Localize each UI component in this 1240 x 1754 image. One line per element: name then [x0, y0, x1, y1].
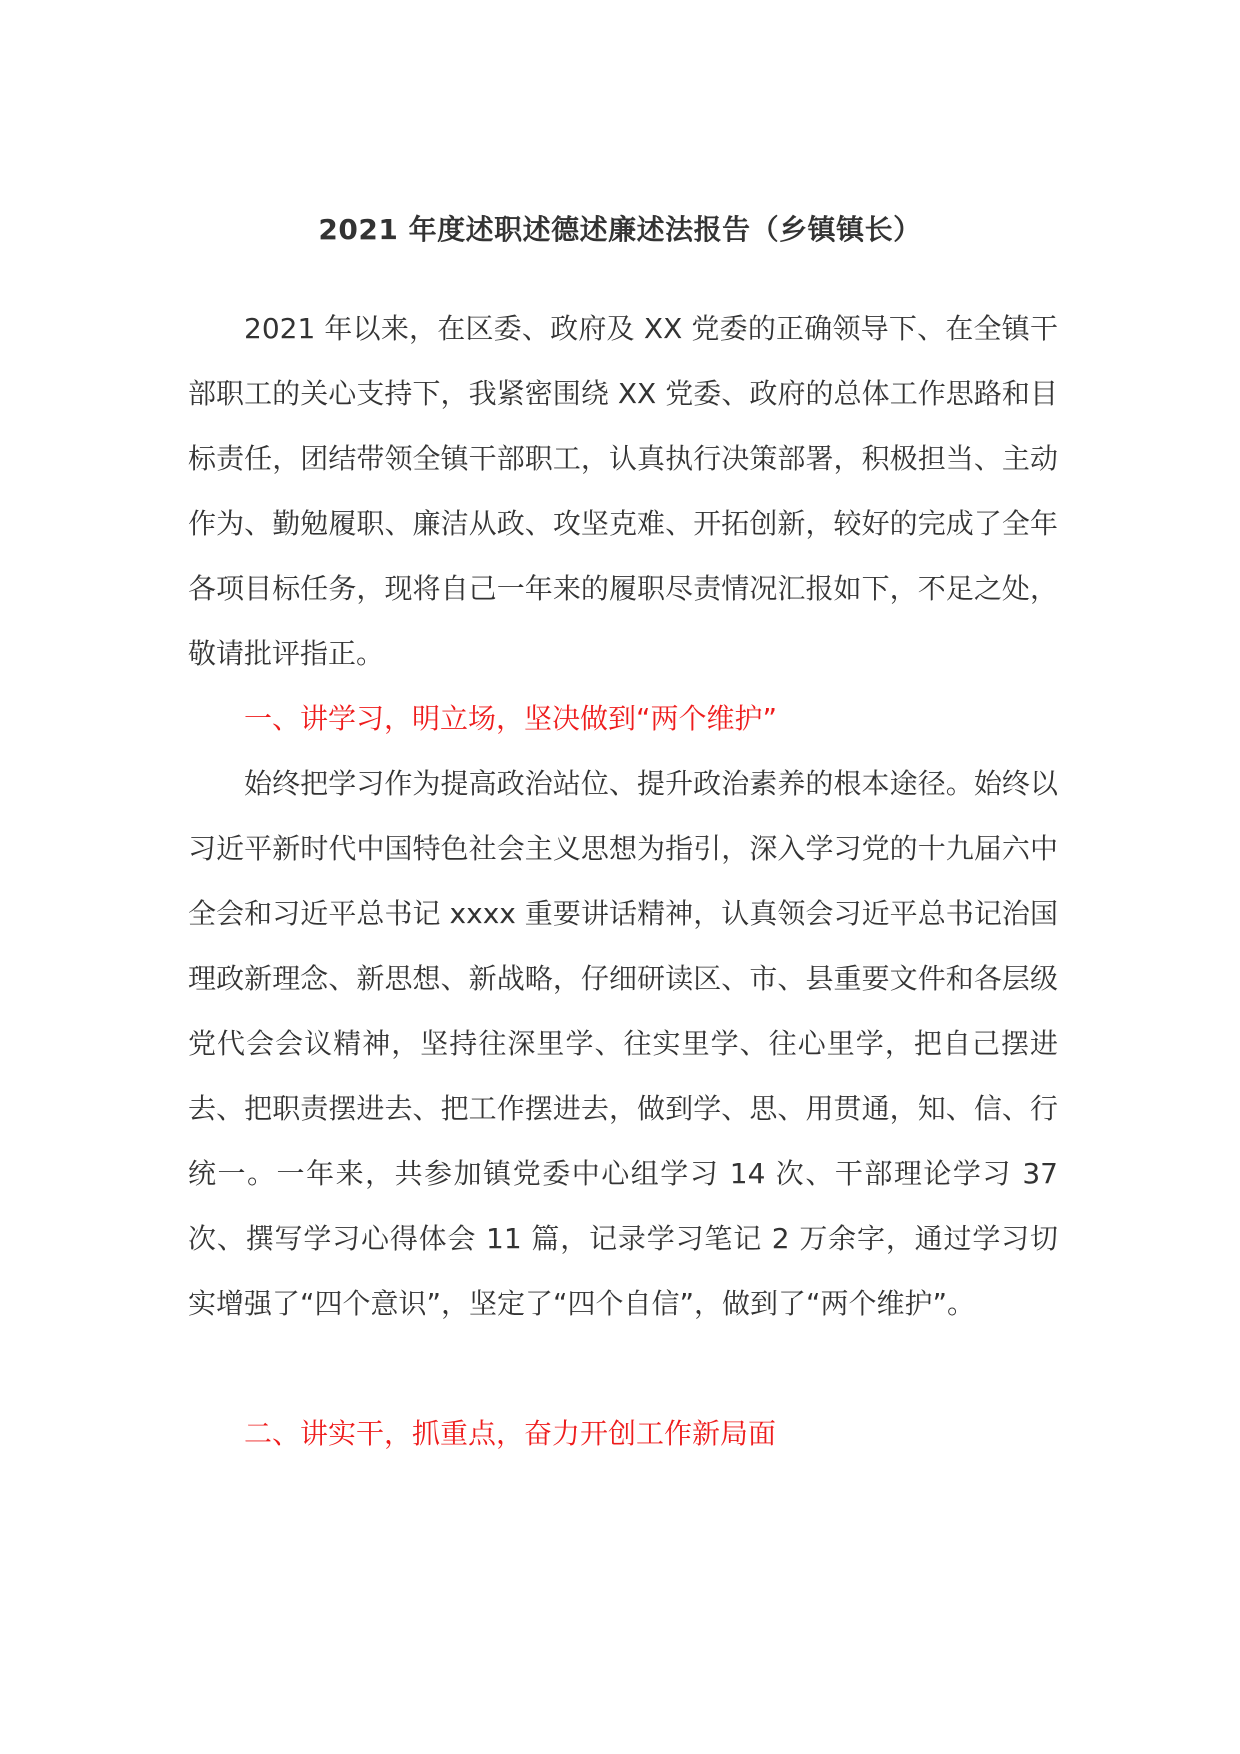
intro-paragraph-block — [188, 296, 1058, 686]
section1-paragraph: 始终把学习作为提高政治站位、提升政治素养的根本途径。始终以习近平新时代中国特色社会主义思想为指引，深入学习党的十九届六中全会和习近平总书记 xxxx 重要讲话精神，认真领会习近平总书记治国理政新理念、新思想、新战略，仔细研读区、市、县重要文件和各层级党代会会议精神，坚持往深里学、往实里学、往心里学，把自己摆进去、把职责摆进去、把工作摆进去，做到学、思、用贯通，知、信、行统一。一年来，共参加镇党委中心组学习 14 次、干部理论学习 37 次、撰写学习心得体会 11 篇，记录学习笔记 2 万余字，通过学习切实增强了“四个意识”，坚定了“四个自信”，做到了“两个维护”。 — [188, 767, 1058, 1320]
document-title: 2021 年度述职述德述廉述法报告（乡镇镇长） — [318, 213, 922, 246]
section1-heading-block — [188, 686, 1058, 751]
section1-heading: 一、讲学习，明立场，坚决做到“两个维护” — [244, 702, 778, 735]
intro-paragraph: 2021 年以来，在区委、政府及 XX 党委的正确领导下、在全镇干部职工的关心支持下，我紧密围绕 XX 党委、政府的总体工作思路和目标责任，团结带领全镇干部职工，认真执行决策部署，积极担当、主动作为、勤勉履职、廉洁从政、攻坚克难、开拓创新，较好的完成了全年各项目标任务，现将自己一年来的履职尽责情况汇报如下，不足之处，敬请批评指正。 — [188, 312, 1058, 670]
section2-heading: 二、讲实干，抓重点，奋力开创工作新局面 — [244, 1417, 777, 1450]
section2-heading-block — [188, 1401, 1058, 1466]
section1-paragraph-block — [188, 751, 1058, 1336]
